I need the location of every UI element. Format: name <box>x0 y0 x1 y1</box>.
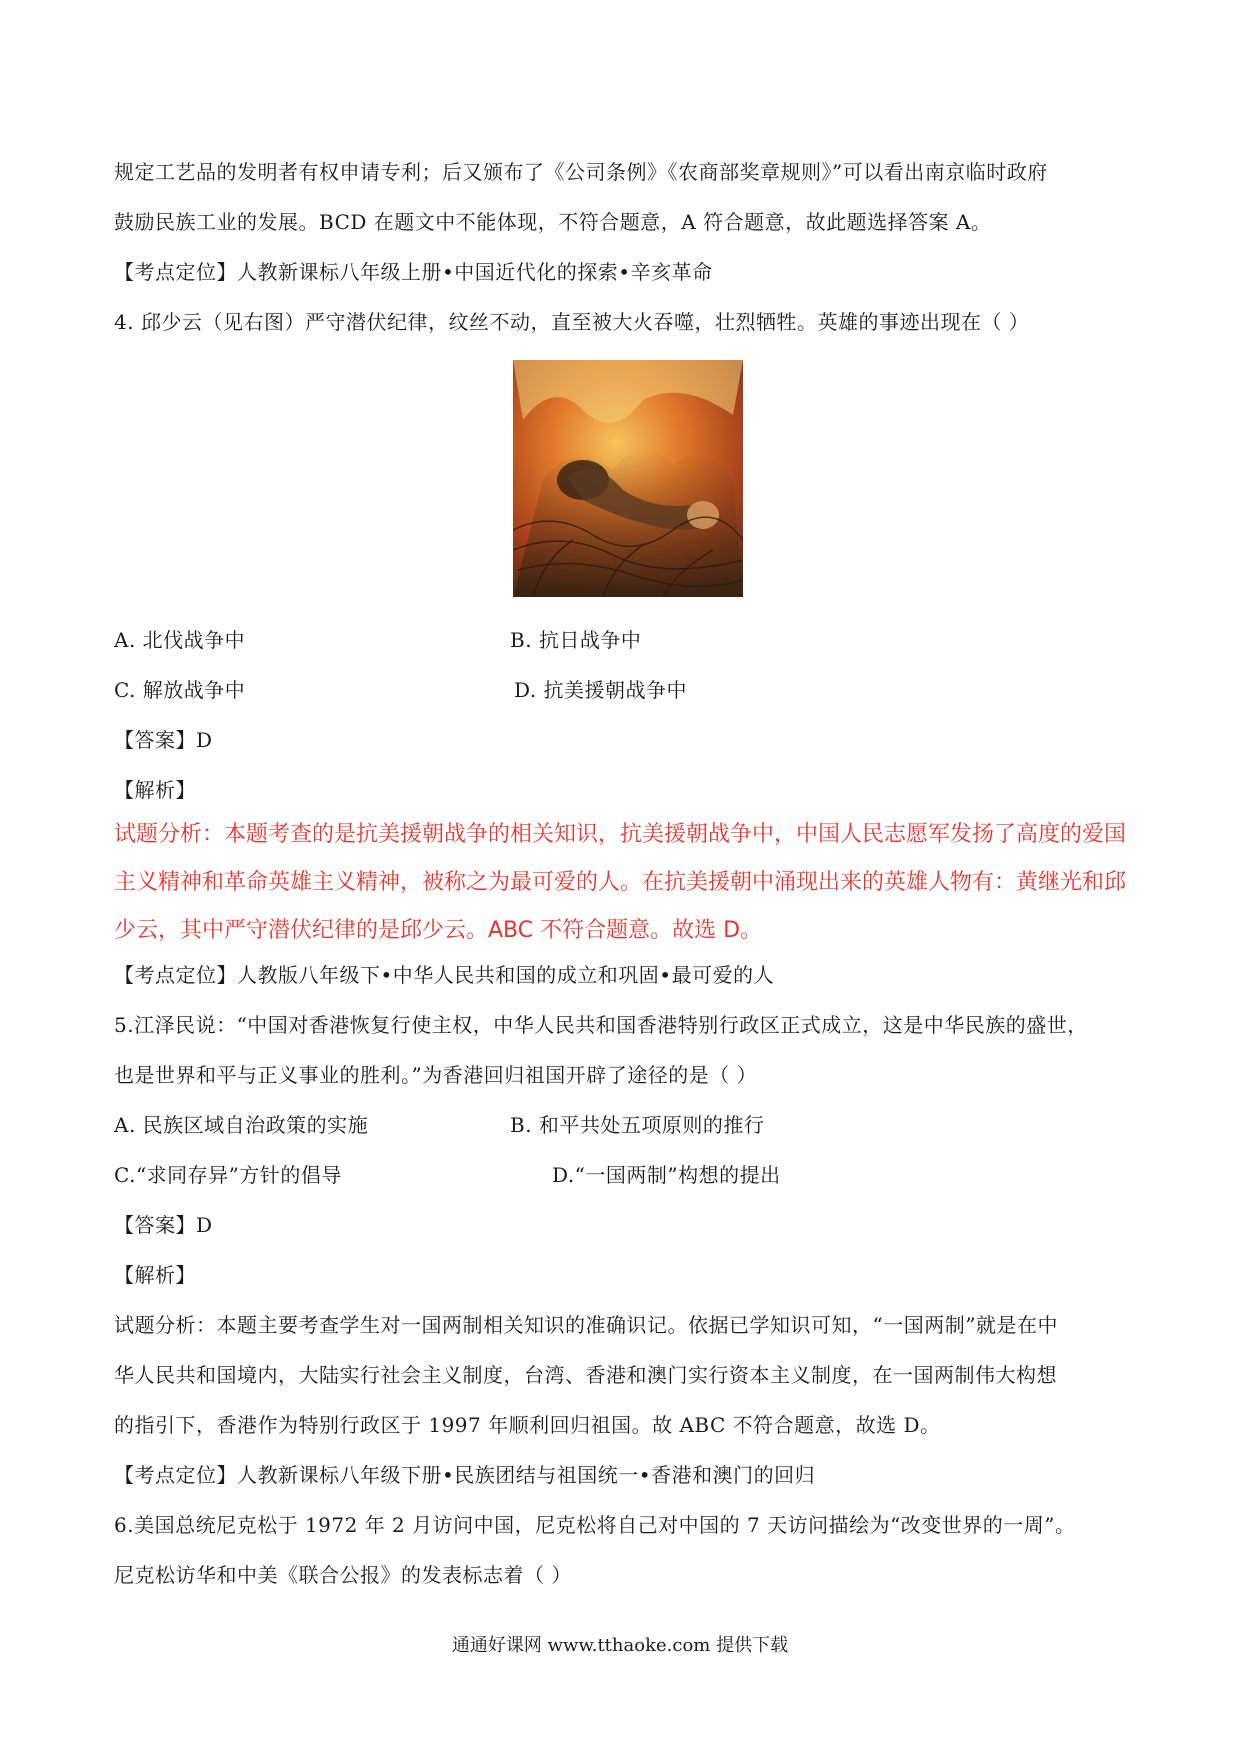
question-4: 4. 邱少云（见右图）严守潜伏纪律，纹丝不动，直至被大火吞噬，壮烈牺牲。英雄的事迹出现在（ ） <box>114 310 1030 334</box>
text-line: 规定工艺品的发明者有权申请专利；后又颁布了《公司条例》《农商部奖章规则》”可以看出南京临时政府 <box>114 160 1048 184</box>
q5-kaodian: 【考点定位】人教新课标八年级下册•民族团结与祖国统一•香港和澳门的回归 <box>114 1463 816 1487</box>
q4-option-d: D. 抗美援朝战争中 <box>514 678 688 702</box>
flame-illustration <box>513 360 743 597</box>
page-footer: 通通好课网 www.tthaoke.com 提供下载 <box>451 1635 789 1656</box>
q5-option-d: D.“一国两制”构想的提出 <box>552 1163 781 1187</box>
question-5-line: 5.江泽民说：“中国对香港恢复行使主权，中华人民共和国香港特别行政区正式成立，这是中华民族的盛世， <box>114 1013 1088 1037</box>
q4-analysis-line: 少云，其中严守潜伏纪律的是邱少云。ABC 不符合题意。故选 D。 <box>114 918 763 943</box>
q4-analysis-line: 主义精神和革命英雄主义精神，被称之为最可爱的人。在抗美援朝中涌现出来的英雄人物有：黄继光和邱 <box>114 870 1127 895</box>
q5-answer: 【答案】D <box>114 1213 213 1237</box>
q5-option-a: A. 民族区域自治政策的实施 <box>114 1113 369 1137</box>
q4-option-a: A. 北伐战争中 <box>114 628 246 652</box>
q5-analysis-line: 的指引下，香港作为特别行政区于 1997 年顺利回归祖国。故 ABC 不符合题意，故选 D。 <box>114 1413 941 1437</box>
text-line: 鼓励民族工业的发展。BCD 在题文中不能体现，不符合题意，A 符合题意，故此题选择答案 A。 <box>114 210 992 234</box>
q4-option-c: C. 解放战争中 <box>114 678 246 702</box>
kaodian-line: 【考点定位】人教新课标八年级上册•中国近代化的探索•辛亥革命 <box>114 260 713 284</box>
q4-kaodian: 【考点定位】人教版八年级下•中华人民共和国的成立和巩固•最可爱的人 <box>114 963 775 987</box>
question-5-line: 也是世界和平与正义事业的胜利。”为香港回归祖国开辟了途径的是（ ） <box>114 1063 758 1087</box>
q4-option-b: B. 抗日战争中 <box>510 628 642 652</box>
q5-option-b: B. 和平共处五项原则的推行 <box>510 1113 765 1137</box>
q4-analysis-line: 试题分析：本题考查的是抗美援朝战争的相关知识，抗美援朝战争中，中国人民志愿军发扬了高度的爱国 <box>114 822 1127 847</box>
qiu-shaoyun-painting <box>513 360 743 597</box>
q5-analysis-label: 【解析】 <box>114 1263 196 1287</box>
q5-analysis-line: 试题分析：本题主要考查学生对一国两制相关知识的准确识记。依据已学知识可知，“一国两制”就是在中 <box>114 1313 1058 1337</box>
q4-analysis-label: 【解析】 <box>114 778 196 802</box>
q5-analysis-line: 华人民共和国境内，大陆实行社会主义制度，台湾、香港和澳门实行资本主义制度，在一国两制伟大构想 <box>114 1363 1057 1387</box>
q4-answer: 【答案】D <box>114 728 213 752</box>
question-6-line: 6.美国总统尼克松于 1972 年 2 月访问中国，尼克松将自己对中国的 7 天访问描绘为“改变世界的一周”。 <box>114 1513 1076 1537</box>
question-6-line: 尼克松访华和中美《联合公报》的发表标志着（ ） <box>114 1563 572 1587</box>
q5-option-c: C.“求同存异”方针的倡导 <box>114 1163 342 1187</box>
